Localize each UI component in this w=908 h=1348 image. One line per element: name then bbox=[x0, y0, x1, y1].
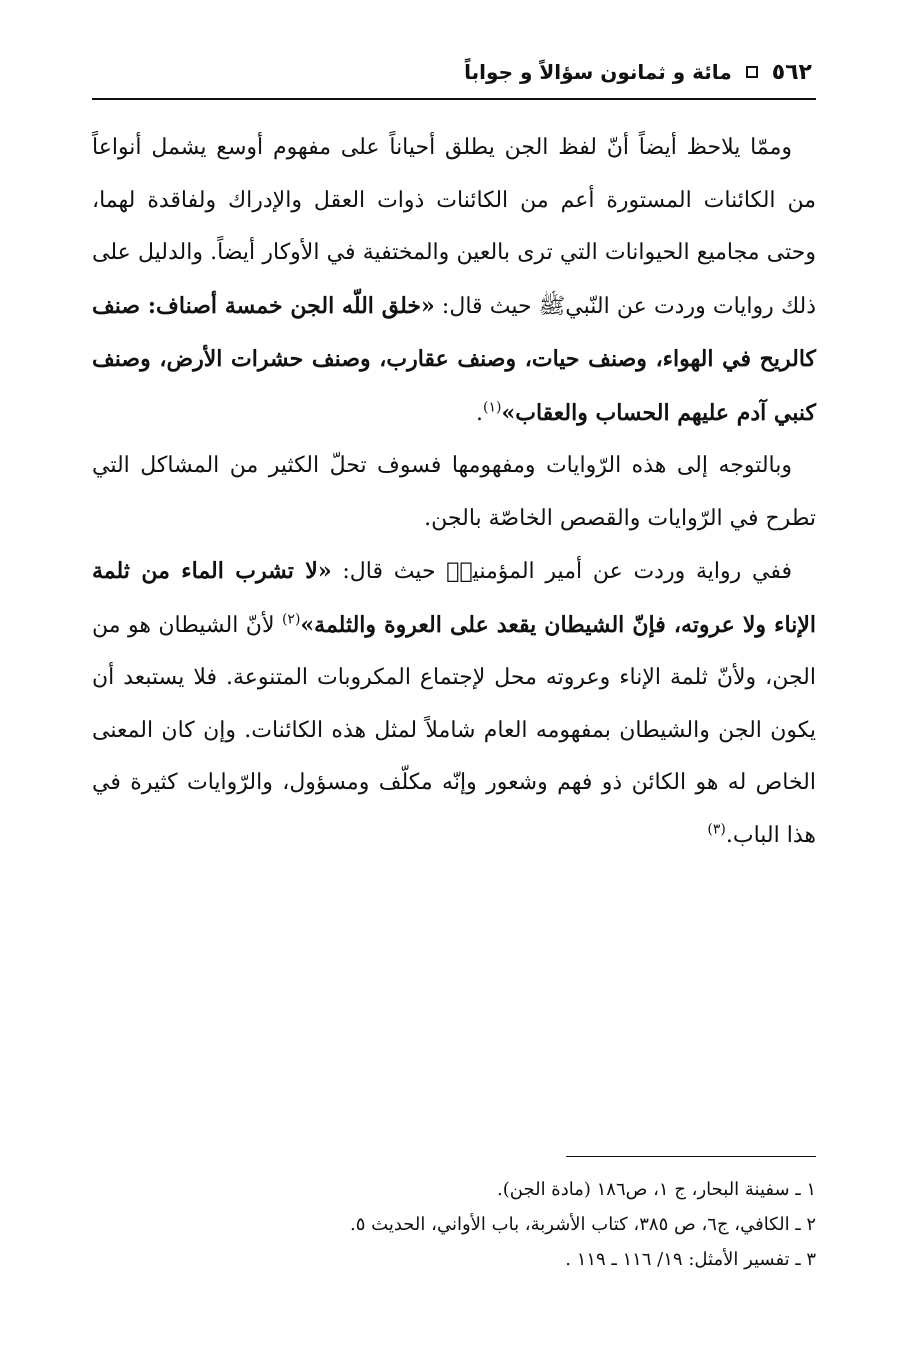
footnote-rule bbox=[566, 1156, 816, 1157]
square-separator-icon bbox=[746, 66, 758, 78]
paragraph-3 bbox=[92, 545, 816, 862]
footnote-2: ٢ ـ الكافي، ج٦، ص ٣٨٥، كتاب الأشربة، باب الأواني، الحديث ٥. bbox=[350, 1214, 816, 1235]
page-number: ٥٦٢ bbox=[771, 59, 812, 85]
paragraph-3-body: لأنّ الشيطان هو من الجن، ولأنّ ثلمة الإناء وعروته محل لإجتماع المكروبات المتنوعة. فلا يستبعد أن يكون الجن والشيطان بمفهومه العام شاملاً لمثل هذه الكائنات. وإن كان المعنى الخاص له هو الكائن ذو فهم وشعور وإنّه مكلّف ومسؤول، والرّوايات كثيرة في هذا الباب. bbox=[92, 612, 816, 848]
hadith-quote-1: «خلق اللّه الجن خمسة أصناف: صنف كالريح في الهواء، وصنف حيات، وصنف عقارب، وصنف حشرات الأرض، وصنف كنبي آدم عليهم الحساب والعقاب» bbox=[92, 292, 816, 426]
paragraph-2: وبالتوجه إلى هذه الرّوايات ومفهومها فسوف تحلّ الكثير من المشاكل التي تطرح في الرّوايات والقصص الخاصّة بالجن. bbox=[92, 453, 816, 531]
paragraph-1 bbox=[92, 122, 816, 440]
footnote-ref-2: (٢) bbox=[281, 611, 301, 628]
footnote-3: ٣ ـ تفسير الأمثل: ١٩/ ١١٦ ـ ١١٩ . bbox=[565, 1249, 816, 1270]
paragraph-3-intro: ففي رواية وردت عن أمير المؤمنينؑ حيث قال: bbox=[331, 559, 792, 584]
book-title: مائة و ثمانون سؤالاً و جواباً bbox=[464, 60, 732, 84]
footnote-ref-3: (٣) bbox=[707, 821, 726, 838]
hadith-quote-2: «لا تشرب الماء من ثلمة الإناء ولا عروته، فإنّ الشيطان يقعد على العروة والثلمة» bbox=[92, 558, 816, 638]
footnote-ref-1: (١) bbox=[483, 399, 502, 416]
footnotes bbox=[92, 1172, 816, 1277]
header-rule bbox=[92, 98, 816, 100]
footnote-1: ١ ـ سفينة البحار، ج ١، ص١٨٦ (مادة الجن). bbox=[497, 1179, 816, 1200]
paragraph-1-end: . bbox=[476, 400, 484, 426]
paragraph-1-intro: وممّا يلاحظ أيضاً أنّ لفظ الجن يطلق أحياناً على مفهوم أوسع يشمل أنواعاً من الكائنات المستورة أعم من الكائنات ذوات العقل والإدراك ولفاقدة لهما، وحتى مجاميع الحيوانات التي ترى بالعين والمختفية في الأوكار أيضاً. والدليل على ذلك روايات وردت عن النّبيﷺ حيث قال: bbox=[92, 135, 817, 319]
main-text bbox=[92, 122, 816, 862]
running-header bbox=[96, 52, 812, 92]
